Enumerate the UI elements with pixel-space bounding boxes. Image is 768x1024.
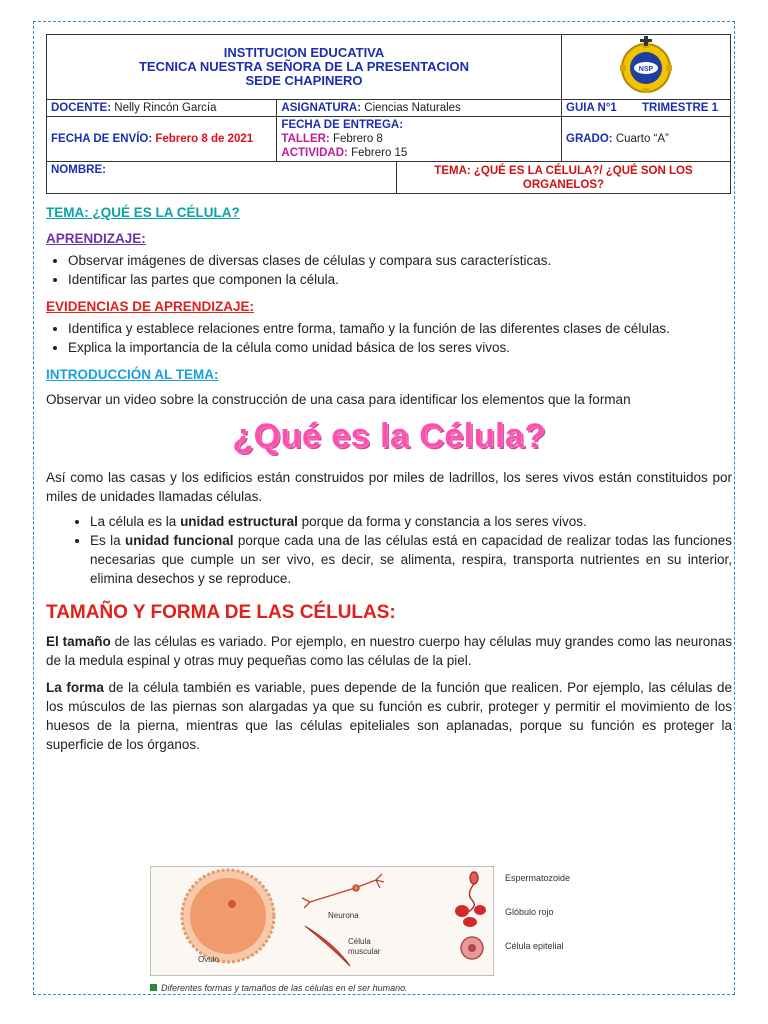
espermatozoide-text: Espermatozoide (505, 873, 571, 883)
school-logo-icon (616, 36, 676, 94)
nombre-cell: NOMBRE: (47, 162, 397, 194)
tamano-paragraph: El tamaño de las células es variado. Por ejemplo, en nuestro cuerpo hay células muy grandes como las neuronas de la medula espinal y otras muy pequeñas como las células de la piel. (46, 634, 733, 668)
institution-line-3: SEDE CHAPINERO (245, 73, 363, 88)
list-item: • Explica la importancia de la célula como unidad básica de los seres vivos. (68, 338, 732, 357)
celula-epitelial-icon (461, 937, 483, 959)
list-item: • Es la unidad funcional porque cada una de las células está en capacidad de realizar todas las funciones necesarias que cumple un ser vivo, es decir, se alimenta, respira, transporta nutrientes en su interior, elimina desechos y se reproduce. (90, 531, 732, 588)
main-title: ¿Qué es la Célula? (232, 417, 546, 455)
guia-cell: GUIA N°1 TRIMESTRE 1 (562, 100, 731, 117)
section-title: TAMAÑO Y FORMA DE LAS CÉLULAS: (46, 602, 396, 623)
figure-caption: Diferentes formas y tamaños de las células en el ser humano. (150, 983, 494, 993)
list-item: • Identificar las partes que componen la célula. (68, 270, 732, 289)
intro-text: Observar un video sobre la construcción de una casa para identificar los elementos que la forman (46, 392, 631, 407)
docente-cell: DOCENTE: Nelly Rincón García (47, 100, 277, 117)
neurona-label: Neurona (328, 911, 359, 920)
list-item: • Identifica y establece relaciones entre forma, tamaño y la función de las diferentes clases de células. (68, 319, 732, 338)
svg-text:NSP: NSP (638, 66, 654, 73)
ovulo-icon (182, 870, 274, 962)
tema-heading: TEMA: ¿QUÉ ES LA CÉLULA? (46, 205, 240, 220)
institution-line-2: TECNICA NUESTRA SEÑORA DE LA PRESENTACION (138, 59, 470, 74)
intro-heading: INTRODUCCIÓN AL TEMA: (46, 367, 219, 382)
fecha-envio-cell: FECHA DE ENVÍO: Febrero 8 de 2021 (47, 117, 277, 162)
globulo-rojo-text: Glóbulo rojo (505, 907, 554, 917)
list-item: • Observar imágenes de diversas clases de células y compara sus características. (68, 251, 732, 270)
aprendizaje-list (46, 251, 732, 289)
document-content (46, 34, 732, 754)
unidad-list (46, 512, 732, 588)
tema-cell: TEMA: ¿QUÉ ES LA CÉLULA?/ ¿QUÉ SON LOS ORGANELOS? (396, 162, 730, 194)
celula-epitelial-text: Célula epitelial (505, 941, 564, 951)
grado-cell: GRADO: Cuarto “A” (562, 117, 731, 162)
evidencias-list (46, 319, 732, 357)
evidencias-heading: EVIDENCIAS DE APRENDIZAJE: (46, 299, 255, 314)
cell-types-figure (150, 866, 494, 993)
institution-line-1: INSTITUCION EDUCATIVA (223, 45, 385, 60)
celula-muscular-label-2: muscular (348, 947, 381, 956)
aprendizaje-heading: APRENDIZAJE: (46, 231, 146, 246)
list-item: • La célula es la unidad estructural porque da forma y constancia a los seres vivos. (90, 512, 732, 531)
celula-muscular-label-1: Célula (348, 937, 371, 946)
intro-paragraph: Así como las casas y los edificios están construidos por miles de ladrillos, los seres vivos están constituidos por miles de unidades llamadas células. (46, 470, 732, 504)
forma-paragraph: La forma de la célula también es variable, pues depende de la función que realicen. Por ejemplo, las células de los músculos de las piernas son alargadas ya que su función es cubrir, proteger y permitir el movimiento de los huesos de la pierna, mientras que las células epiteliales son aplanadas, porque su función es proteger la superficie de los órganos. (46, 680, 732, 752)
cell-illustration (150, 866, 494, 976)
header-table (46, 34, 731, 194)
institution-title (47, 35, 562, 100)
asignatura-cell: ASIGNATURA: Ciencias Naturales (277, 100, 562, 117)
ovulo-label: Ovulo (198, 955, 219, 964)
logo-cell (562, 35, 731, 100)
caption-marker-icon (150, 984, 157, 991)
fecha-entrega-cell: FECHA DE ENTREGA: TALLER: Febrero 8 ACTIVIDAD: Febrero 15 (277, 117, 562, 162)
